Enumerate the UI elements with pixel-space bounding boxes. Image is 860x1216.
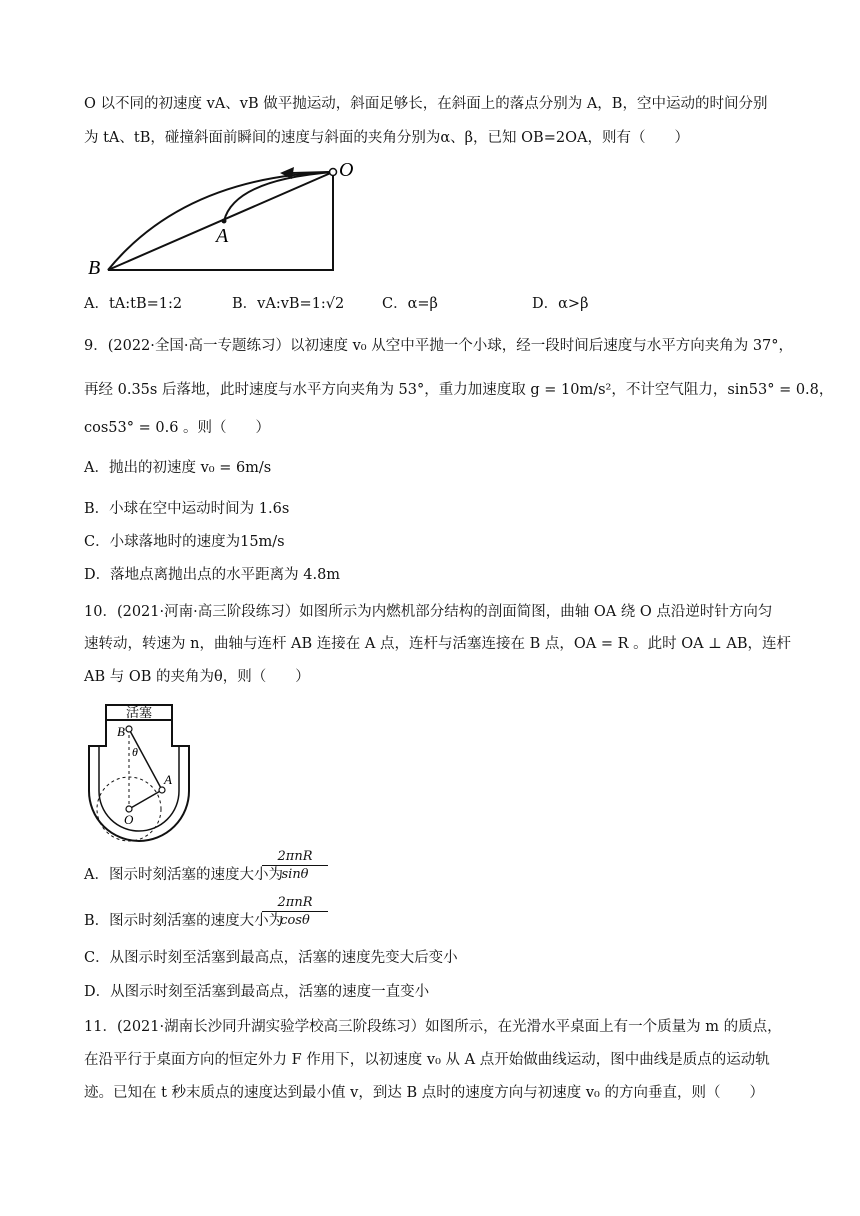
- point-a-marker: [159, 787, 165, 793]
- q10-line-2: 速转动，转速为 n，曲轴与连杆 AB 连接在 A 点，连杆与活塞连接在 B 点，OA = R 。此时 OA ⊥ AB，连杆: [84, 636, 792, 652]
- q8-option-a[interactable]: A．tA:tB=1:2: [84, 296, 183, 312]
- crank-chamber: [99, 746, 179, 831]
- q11-line-3: 迹。已知在 t 秒末质点的速度达到最小值 v，到达 B 点时的速度方向与初速度 v₀ 的方向垂直，则（ ）: [84, 1085, 764, 1101]
- q8-option-d[interactable]: D．α>β: [532, 296, 589, 312]
- q9-option-c[interactable]: C．小球落地时的速度为15m/s: [84, 534, 285, 550]
- label-a: A: [164, 772, 172, 787]
- q10-option-b-text: B．图示时刻活塞的速度大小为: [84, 913, 284, 929]
- q10-option-d[interactable]: D．从图示时刻至活塞到最高点，活塞的速度一直变小: [84, 984, 430, 1000]
- incline-triangle: [108, 172, 333, 270]
- q9-line-2: 再经 0.35s 后落地，此时速度与水平方向夹角为 53°，重力加速度取 g = 10m/s²，不计空气阻力，sin53° = 0.8，: [84, 382, 834, 398]
- q10-option-b-denominator: cosθ: [280, 913, 310, 928]
- label-theta: θ: [132, 745, 138, 759]
- point-a-marker: [222, 219, 227, 224]
- q9-option-a[interactable]: A．抛出的初速度 v₀ = 6m/s: [84, 460, 272, 476]
- q10-line-1: 10．(2021·河南·高三阶段练习）如图所示为内燃机部分结构的剖面简图，曲轴 OA 绕 O 点沿逆时针方向匀: [84, 604, 773, 620]
- q8-option-b[interactable]: B．vA:vB=1:√2: [232, 296, 345, 312]
- q10-option-a-text: A．图示时刻活塞的速度大小为: [84, 867, 283, 883]
- q8-options: [84, 292, 804, 314]
- q8-incline-figure: [84, 152, 364, 280]
- connecting-rod-ab: [129, 729, 162, 790]
- q10-engine-figure: [84, 696, 194, 846]
- q9-option-d[interactable]: D．落地点离抛出点的水平距离为 4.8m: [84, 567, 341, 583]
- q10-option-b[interactable]: [84, 909, 283, 930]
- q11-line-2: 在沿平行于桌面方向的恒定外力 F 作用下，以初速度 v₀ 从 A 点开始做曲线运动，图中曲线是质点的运动轨: [84, 1052, 770, 1068]
- point-o-marker: [330, 169, 337, 176]
- q9-line-1: 9．(2022·全国·高一专题练习）以初速度 v₀ 从空中平抛一个小球，经一段时间后速度与水平方向夹角为 37°，: [84, 338, 794, 354]
- label-o: O: [124, 812, 134, 827]
- q10-option-c[interactable]: C．从图示时刻至活塞到最高点，活塞的速度先变大后变小: [84, 950, 458, 966]
- q10-option-b-fraction: [262, 894, 328, 929]
- q10-option-a-numerator: 2πnR: [262, 848, 328, 866]
- label-b: B: [88, 257, 101, 279]
- q10-option-a-fraction: [262, 848, 328, 883]
- crank-oa: [129, 790, 162, 809]
- label-o: O: [339, 159, 354, 181]
- cylinder-outline: [89, 719, 189, 841]
- q9-line-3: cos53° = 0.6 。则（ ）: [84, 420, 271, 436]
- label-b: B: [117, 724, 125, 739]
- q8-option-c[interactable]: C．α=β: [382, 296, 438, 312]
- q10-line-3: AB 与 OB 的夹角为θ，则（ ）: [84, 669, 310, 685]
- point-b-marker: [126, 726, 132, 732]
- q10-option-b-numerator: 2πnR: [262, 894, 328, 912]
- q8-line-2: 为 tA、tB，碰撞斜面前瞬间的速度与斜面的夹角分别为α、β，已知 OB=2OA，则有（ ）: [84, 130, 689, 146]
- label-a: A: [216, 225, 229, 247]
- q8-line-1: O 以不同的初速度 vA、vB 做平抛运动，斜面足够长，在斜面上的落点分别为 A，B，空中运动的时间分别: [84, 96, 768, 112]
- piston-label: 活塞: [125, 705, 153, 720]
- q10-option-a-denominator: sinθ: [281, 867, 309, 882]
- q10-option-a[interactable]: [84, 863, 283, 884]
- q11-line-1: 11．(2021·湖南长沙同升湖实验学校高三阶段练习）如图所示，在光滑水平桌面上有一个质量为 m 的质点，: [84, 1019, 782, 1035]
- q9-option-b[interactable]: B．小球在空中运动时间为 1.6s: [84, 501, 290, 517]
